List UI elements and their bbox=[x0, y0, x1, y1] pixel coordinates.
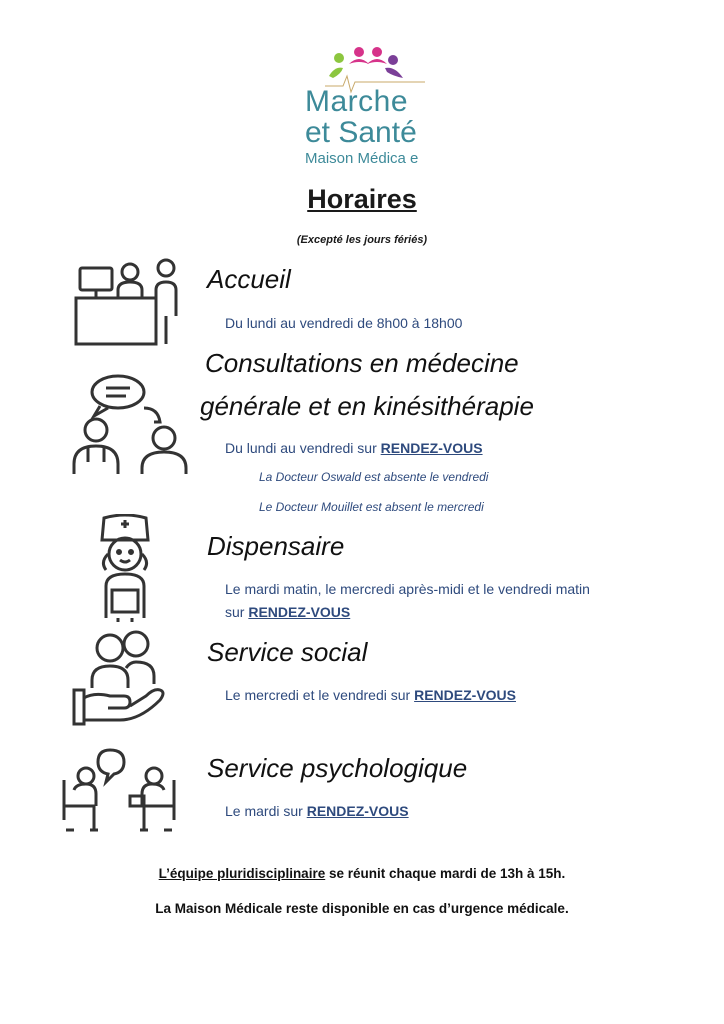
dispensaire-hours-line1: Le mardi matin, le mercredi après-midi et le vendredi matin bbox=[225, 581, 590, 597]
heading-accueil: Accueil bbox=[207, 264, 291, 294]
consultation-conversation-icon bbox=[70, 372, 188, 477]
psychology-session-icon bbox=[60, 746, 178, 836]
consultations-hours bbox=[225, 437, 483, 459]
footer-team-meeting bbox=[0, 866, 724, 881]
heading-dispensaire: Dispensaire bbox=[207, 531, 345, 561]
psy-text: Le mardi sur bbox=[225, 803, 307, 819]
psy-hours bbox=[225, 800, 409, 822]
consultations-text: Du lundi au vendredi sur bbox=[225, 440, 381, 456]
heading-service-social: Service social bbox=[207, 637, 368, 667]
note-docteur-mouillet: Le Docteur Mouillet est absent le mercredi bbox=[259, 500, 484, 514]
footer-team-schedule: se réunit chaque mardi de 13h à 15h. bbox=[325, 866, 566, 881]
social-care-hand-icon bbox=[72, 628, 172, 728]
social-text: Le mercredi et le vendredi sur bbox=[225, 687, 415, 703]
nurse-icon bbox=[88, 514, 163, 622]
footer-team-label: L’équipe pluridisciplinaire bbox=[158, 866, 326, 881]
logo-text-maison-medicale: Maison Médica e bbox=[305, 150, 419, 167]
heading-service-psychologique: Service psychologique bbox=[207, 753, 468, 783]
heading-consultations-line1: Consultations en médecine bbox=[205, 348, 519, 378]
heading-consultations-line2: générale et en kinésithérapie bbox=[200, 391, 534, 421]
dispensaire-hours-line2 bbox=[225, 601, 350, 623]
page-title: Horaires bbox=[307, 184, 417, 214]
psy-rdv-link[interactable]: RENDEZ-VOUS bbox=[306, 803, 409, 819]
logo-text-marche: Marche bbox=[305, 85, 409, 118]
footer-urgence: La Maison Médicale reste disponible en cas d’urgence médicale. bbox=[155, 901, 569, 916]
note-docteur-oswald: La Docteur Oswald est absente le vendredi bbox=[259, 470, 489, 484]
accueil-hours: Du lundi au vendredi de 8h00 à 18h00 bbox=[225, 315, 463, 331]
social-hours bbox=[225, 684, 516, 706]
social-rdv-link[interactable]: RENDEZ-VOUS bbox=[414, 687, 516, 703]
consultations-rdv-link[interactable]: RENDEZ-VOUS bbox=[380, 440, 483, 456]
page-subtitle: (Excepté les jours fériés) bbox=[296, 234, 428, 246]
dispensaire-text: sur bbox=[225, 604, 249, 620]
logo-text-et-sante: et Santé bbox=[305, 116, 417, 149]
dispensaire-rdv-link[interactable]: RENDEZ-VOUS bbox=[248, 604, 351, 620]
reception-desk-icon bbox=[72, 258, 187, 348]
